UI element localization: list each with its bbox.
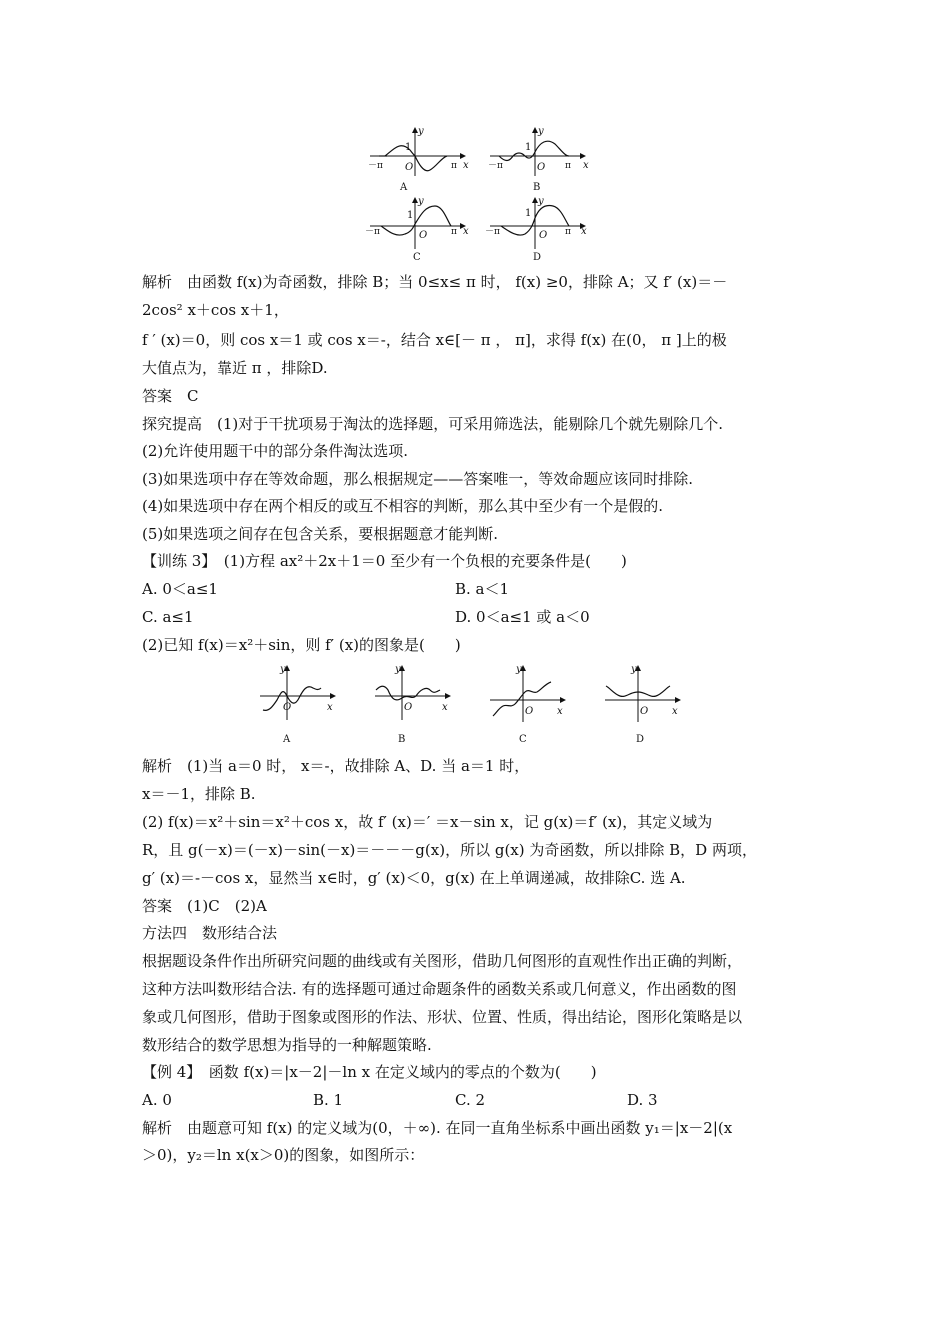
axis-x-label: x xyxy=(442,702,448,713)
solution-2-line-3: (2) f(x)＝x²＋sin＝x²＋cos x，故 f′ (x)＝′ ＝x－sin x，记 g(x)＝f′ (x)，其定义域为 xyxy=(142,813,713,831)
panel-a xyxy=(368,126,469,193)
origin-label: O xyxy=(539,230,548,241)
method-4-heading: 方法四 数形结合法 xyxy=(142,924,278,942)
solution-line-2: 2cos² x＋cos x＋1， xyxy=(142,301,289,319)
origin-label: O xyxy=(419,230,428,241)
panel-d xyxy=(485,196,587,263)
tick-pi: π xyxy=(565,227,571,237)
panel-label: D xyxy=(636,734,645,745)
axis-y-label: y xyxy=(395,664,401,675)
tick-pi: π xyxy=(451,227,457,237)
tick-one: 1 xyxy=(405,142,412,153)
solution-2-line-4: R，且 g(－x)＝(－x)－sin(－x)＝－－－g(x)，所以 g(x) 为奇函数，所以排除 B，D 两项， xyxy=(142,841,757,859)
solution-3-line-2: ＞0)，y₂＝ln x(x＞0)的图象，如图所示： xyxy=(142,1146,425,1164)
panel-a xyxy=(260,664,335,745)
origin-label: O xyxy=(525,706,534,717)
axis-y-label: y xyxy=(418,196,424,207)
figure-top-svg xyxy=(365,124,595,264)
panel-b xyxy=(375,664,450,745)
axis-y-label: y xyxy=(538,196,544,207)
option-1d: D. 0＜a≤1 或 a＜0 xyxy=(455,608,590,626)
option-1b: B. a＜1 xyxy=(455,580,510,598)
example-4-question: 【例 4】 函数 f(x)＝|x－2|－ln x 在定义域内的零点的个数为( ) xyxy=(142,1063,597,1081)
axis-y-label: y xyxy=(418,126,424,137)
panel-label: A xyxy=(283,734,291,745)
axis-x-label: x xyxy=(672,706,678,717)
answer-2-line: 答案 (1)C (2)A xyxy=(142,897,267,915)
insight-line-5: (5)如果选项之间存在包含关系，要根据题意才能判断. xyxy=(142,525,499,543)
solution-2-line-1: 解析 (1)当 a＝0 时， x＝-，故排除 A、D. 当 a＝1 时， xyxy=(142,757,530,775)
panel-label: C xyxy=(519,734,527,745)
panel-b xyxy=(488,126,589,193)
insight-line-4: (4)如果选项中存在两个相反的或互不相容的判断，那么其中至少有一个是假的. xyxy=(142,497,664,515)
panel-d xyxy=(605,664,680,745)
origin-label: O xyxy=(404,702,413,713)
exercise-3-question-2: (2)已知 f(x)＝x²＋sin，则 f′ (x)的图象是( ) xyxy=(142,636,461,654)
solution-2-line-5: g′ (x)＝-－cos x，显然当 x∈时，g′ (x)＜0，g(x) 在上单调递减，故排除C. 选 A. xyxy=(142,869,686,887)
answer-line: 答案 C xyxy=(142,387,199,405)
method-4-para-2: 这种方法叫数形结合法. 有的选择题可通过命题条件的函数关系或几何意义，作出函数的图 xyxy=(142,980,737,998)
panel-label: C xyxy=(413,252,421,263)
axis-x-label: x xyxy=(581,226,587,237)
tick-neg-pi: －π xyxy=(365,227,380,237)
option-2c: C. 2 xyxy=(455,1091,486,1109)
origin-label: O xyxy=(405,162,414,173)
origin-label: O xyxy=(640,706,649,717)
exercise-3-question-1: 【训练 3】 (1)方程 ax²＋2x＋1＝0 至少有一个负根的充要条件是( ) xyxy=(142,552,627,570)
curve-a xyxy=(385,146,447,171)
tick-neg-pi: －π xyxy=(485,227,500,237)
axis-x-label: x xyxy=(463,226,469,237)
solution-line-1: 解析 由函数 f(x)为奇函数，排除 B；当 0≤x≤ π 时， f(x) ≥0，排除 A；又 f′ (x)＝－ xyxy=(142,273,728,291)
axis-x-label: x xyxy=(463,160,469,171)
solution-line-3: f ′ (x)＝0，则 cos x＝1 或 cos x＝-，结合 x∈[－ π ， π]，求得 f(x) 在(0， π ]上的极 xyxy=(142,331,727,349)
curve-b xyxy=(499,141,569,160)
option-2a: A. 0 xyxy=(142,1091,172,1109)
tick-one: 1 xyxy=(407,210,414,221)
axis-x-label: x xyxy=(583,160,589,171)
curve-c xyxy=(381,206,451,235)
curve-a xyxy=(263,687,321,711)
option-1c: C. a≤1 xyxy=(142,608,194,626)
panel-label: A xyxy=(400,182,408,193)
panel-c xyxy=(365,196,469,263)
method-4-para-1: 根据题设条件作出所研究问题的曲线或有关图形，借助几何图形的直观性作出正确的判断， xyxy=(142,952,743,970)
origin-label: O xyxy=(283,702,292,713)
panel-c xyxy=(490,664,565,745)
option-2b: B. 1 xyxy=(313,1091,344,1109)
solution-2-line-2: x＝－1，排除 B. xyxy=(142,785,256,803)
figure-mid-svg xyxy=(255,660,695,748)
axis-x-label: x xyxy=(557,706,563,717)
method-4-para-3: 象或几何图形，借助于图象或图形的作法、形状、位置、性质，得出结论，图形化策略是以 xyxy=(142,1008,743,1026)
tick-one: 1 xyxy=(525,142,532,153)
insight-line-2: (2)允许使用题干中的部分条件淘汰选项. xyxy=(142,442,409,460)
solution-line-4: 大值点为，靠近 π ，排除D. xyxy=(142,359,328,377)
figure-options-top xyxy=(365,124,595,264)
axis-y-label: y xyxy=(631,664,637,675)
tick-pi: π xyxy=(565,161,571,171)
curve-c xyxy=(493,682,551,716)
solution-3-line-1: 解析 由题意可知 f(x) 的定义域为(0，＋∞). 在同一直角坐标系中画出函数 y₁＝|x－2|(x xyxy=(142,1119,733,1137)
axis-y-label: y xyxy=(538,126,544,137)
axis-y-label: y xyxy=(280,664,286,675)
tick-neg-pi: －π xyxy=(368,161,383,171)
tick-neg-pi: －π xyxy=(488,161,503,171)
insight-line-1: 探究提高 (1)对于干扰项易于淘汰的选择题，可采用筛选法，能剔除几个就先剔除几个. xyxy=(142,415,724,433)
tick-pi: π xyxy=(451,161,457,171)
insight-line-3: (3)如果选项中存在等效命题，那么根据规定——答案唯一，等效命题应该同时排除. xyxy=(142,470,694,488)
panel-label: D xyxy=(533,252,542,263)
figure-options-mid xyxy=(255,660,695,748)
tick-one: 1 xyxy=(525,208,532,219)
origin-label: O xyxy=(537,162,546,173)
method-4-para-4: 数形结合的数学思想为指导的一种解题策略. xyxy=(142,1036,432,1054)
axis-x-label: x xyxy=(327,702,333,713)
axis-y-label: y xyxy=(516,664,522,675)
option-2d: D. 3 xyxy=(627,1091,658,1109)
option-1a: A. 0＜a≤1 xyxy=(142,580,218,598)
panel-label: B xyxy=(398,734,406,745)
curve-b xyxy=(376,686,440,700)
panel-label: B xyxy=(533,182,541,193)
